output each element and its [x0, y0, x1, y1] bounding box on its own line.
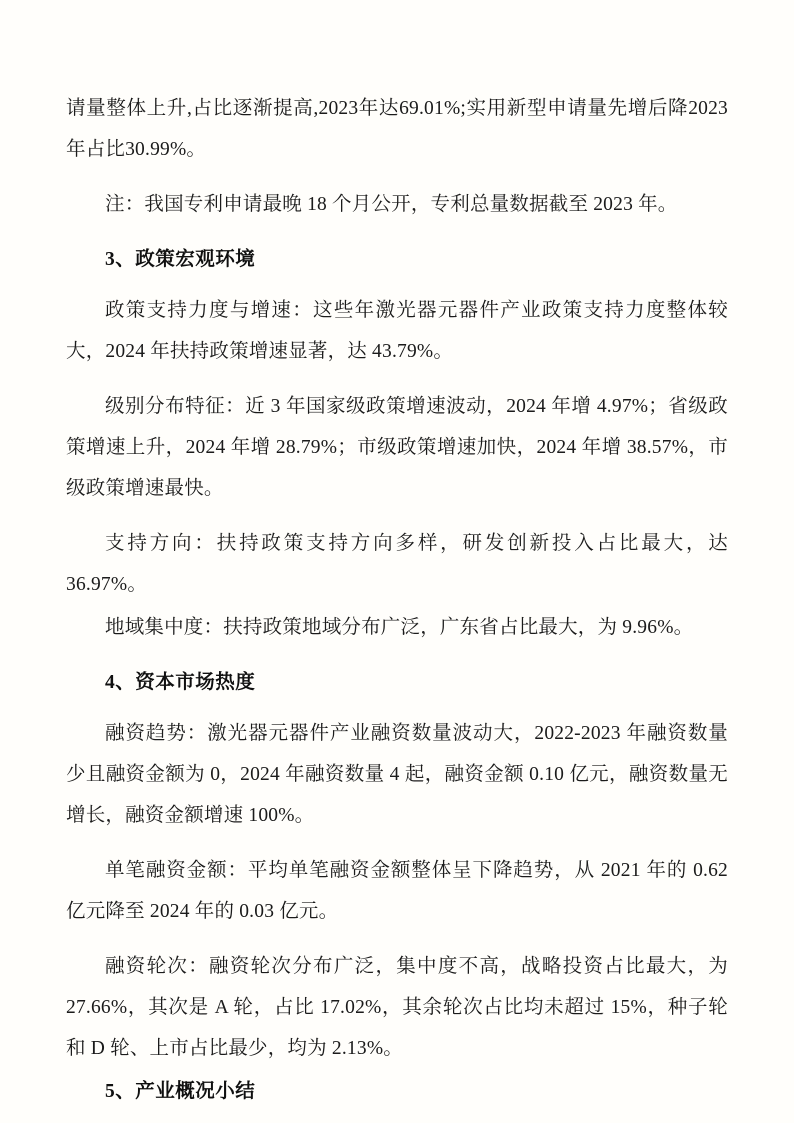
paragraph-policy-support-direction: 支持方向：扶持政策支持方向多样，研发创新投入占比最大，达 36.97%。	[66, 533, 728, 595]
paragraph-policy-level-distribution: 级别分布特征：近 3 年国家级政策增速波动，2024 年增 4.97%；省级政策增速上升，2024 年增 28.79%；市级政策增速加快，2024 年增 38.57%，市级政策增速最快。	[66, 396, 728, 499]
paragraph-policy-region-concentration: 地域集中度：扶持政策地域分布广泛，广东省占比最大，为 9.96%。	[105, 617, 694, 638]
heading-capital-market: 4、资本市场热度	[105, 672, 256, 693]
paragraph-financing-trend: 融资趋势：激光器元器件产业融资数量波动大，2022-2023 年融资数量少且融资金额为 0，2024 年融资数量 4 起，融资金额 0.10 亿元，融资数量无增长，融资金额增速 100%。	[66, 723, 728, 826]
paragraph-patent-note: 注：我国专利申请最晚 18 个月公开，专利总量数据截至 2023 年。	[105, 194, 678, 215]
heading-policy-environment: 3、政策宏观环境	[105, 249, 256, 270]
heading-industry-summary: 5、产业概况小结	[105, 1081, 256, 1102]
paragraph-policy-support-strength: 政策支持力度与增速：这些年激光器元器件产业政策支持力度整体较大，2024 年扶持政策增速显著，达 43.79%。	[66, 300, 728, 362]
document-body	[66, 88, 728, 1122]
paragraph-financing-per-deal: 单笔融资金额：平均单笔融资金额整体呈下降趋势，从 2021 年的 0.62 亿元降至 2024 年的 0.03 亿元。	[66, 860, 728, 922]
paragraph-financing-rounds: 融资轮次：融资轮次分布广泛，集中度不高，战略投资占比最大，为 27.66%，其次是 A 轮，占比 17.02%，其余轮次占比均未超过 15%，种子轮和 D 轮、上市占比最少，均为 2.13%。	[66, 956, 728, 1059]
paragraph-patent-summary: 请量整体上升,占比逐渐提高,2023年达69.01%;实用新型申请量先增后降2023年占比30.99%。	[66, 98, 728, 160]
